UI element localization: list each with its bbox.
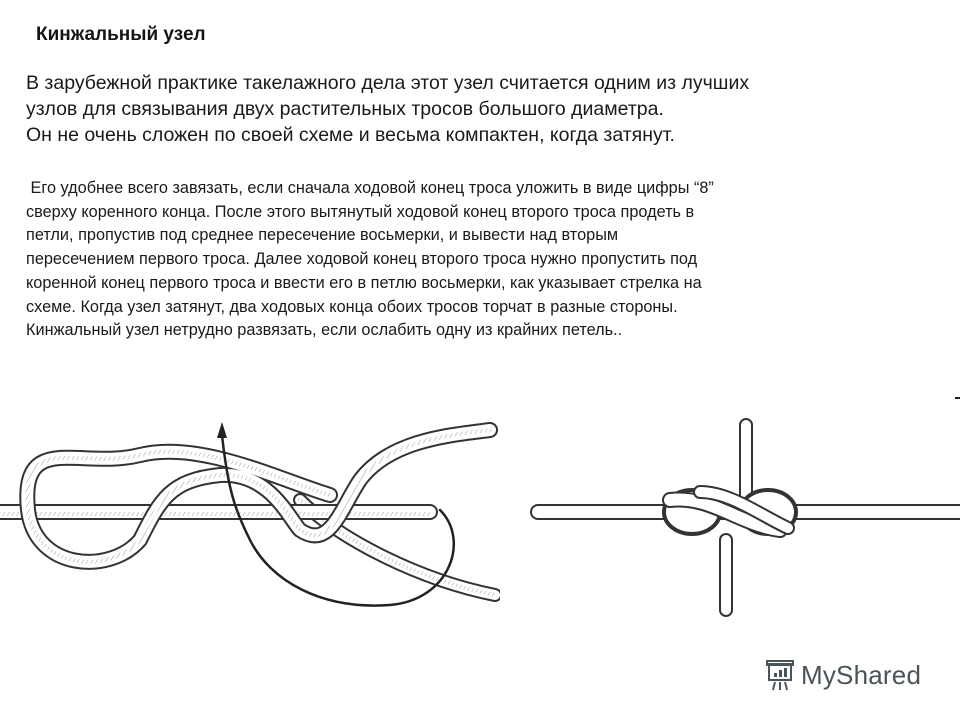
body-line: коренной конец первого троса и ввести его в петлю восьмерки, как указывает стрелка на — [26, 273, 702, 292]
body-line: схеме. Когда узел затянут, два ходовых конца обоих тросов торчат в разные стороны. — [26, 297, 678, 316]
edge-mark — [955, 397, 960, 399]
presentation-board-icon — [765, 658, 795, 692]
body-line: Кинжальный узел нетрудно развязать, если ослабить одну из крайних петель.. — [26, 321, 623, 340]
body-paragraph — [26, 177, 946, 343]
body-line: петли, пропустив под среднее пересечение восьмерки, и вывести над вторым — [26, 226, 619, 245]
arrow-up-icon — [217, 422, 227, 438]
body-line: пересечением первого троса. Далее ходовой конец второго троса нужно пропустить под — [26, 250, 698, 269]
intro-line: узлов для связывания двух растительных тросов большого диаметра. — [26, 98, 664, 120]
rope-tightened-knot-icon — [530, 400, 960, 620]
watermark-text: MyShared — [801, 659, 922, 690]
intro-paragraph — [26, 70, 936, 148]
watermark-logo — [765, 655, 921, 695]
body-line: сверху коренного конца. После этого вытянутый ходовой конец второго троса продеть в — [26, 202, 695, 221]
body-line: Его удобнее всего завязать, если сначала ходовой конец троса уложить в виде цифры “8” — [26, 179, 714, 197]
rope-figure-eight-icon — [0, 400, 500, 620]
intro-line: В зарубежной практике такелажного дела этот узел считается одним из лучших — [26, 72, 750, 94]
knot-scheme-diagram — [0, 400, 500, 620]
slide-title: Кинжальный узел — [36, 24, 206, 45]
intro-line: Он не очень сложен по своей схеме и весьма компактен, когда затянут. — [26, 124, 675, 146]
knot-tightened-diagram — [530, 400, 960, 620]
